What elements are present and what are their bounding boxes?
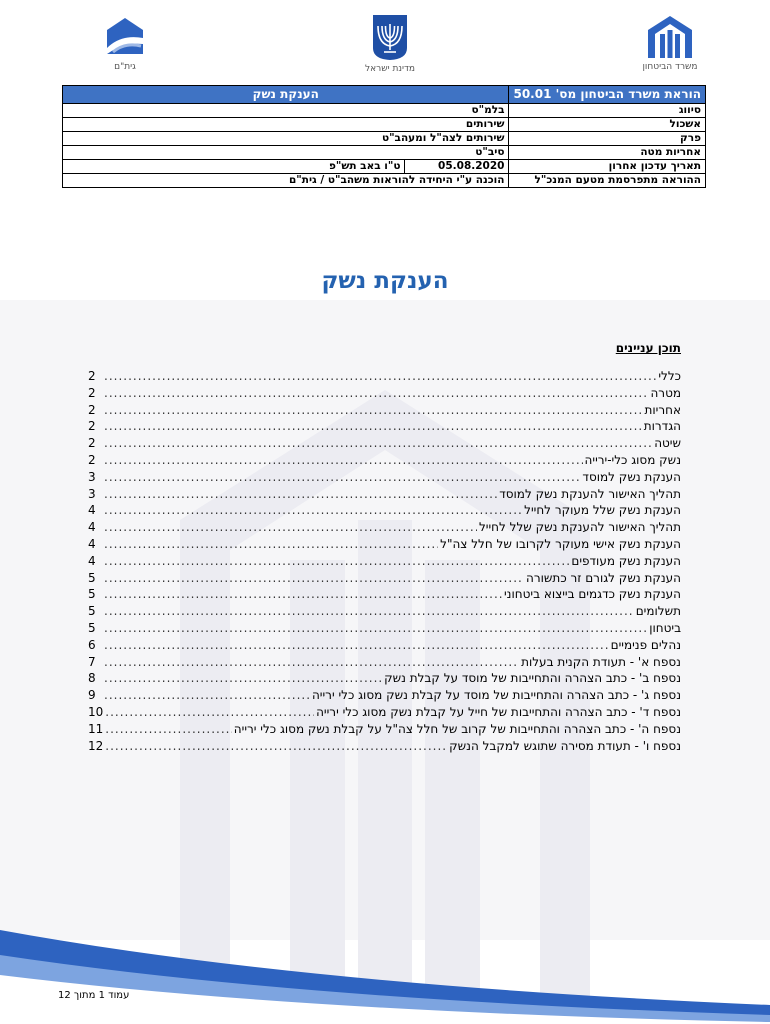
metadata-label: תאריך עדכון אחרון xyxy=(509,160,706,174)
toc-entry-title: שיטה xyxy=(654,436,681,451)
metadata-label: פרק xyxy=(509,132,706,146)
toc-dot-leader xyxy=(104,671,382,685)
toc-entry-title: נספח ד' - כתב הצהרה והתחייבות של חייל על קבלת נשק מסוג כלי ירייה xyxy=(316,704,681,719)
metadata-value: שירותים xyxy=(63,118,509,132)
table-of-contents xyxy=(88,369,681,755)
toc-entry[interactable] xyxy=(88,470,681,487)
toc-page-number: 11 xyxy=(88,721,104,736)
gitam-logo xyxy=(90,12,160,72)
toc-entry[interactable] xyxy=(88,587,681,604)
toc-entry[interactable] xyxy=(88,638,681,655)
directive-metadata-table xyxy=(62,85,706,188)
toc-dot-leader xyxy=(104,436,652,450)
toc-entry-title: הענקת נשק לגורם זר כתשורה xyxy=(526,570,681,585)
toc-entry[interactable] xyxy=(88,554,681,571)
toc-dot-leader xyxy=(104,386,648,400)
toc-entry-title: נהלים פנימיים xyxy=(610,637,681,652)
toc-page-number: 4 xyxy=(88,553,96,568)
toc-dot-leader xyxy=(104,520,477,534)
toc-page-number: 5 xyxy=(88,604,96,619)
toc-page-number: 5 xyxy=(88,620,96,635)
toc-dot-leader xyxy=(104,638,609,652)
toc-entry[interactable] xyxy=(88,621,681,638)
toc-page-number: 2 xyxy=(88,452,96,467)
toc-page-number: 2 xyxy=(88,436,96,451)
mod-caption: משרד הביטחון xyxy=(642,62,698,72)
gitam-emblem-icon xyxy=(101,12,149,60)
toc-dot-leader xyxy=(104,621,647,635)
toc-entry-title: נספח ו' - תעודת מסירה שתוגש למקבל הנשק xyxy=(449,738,681,753)
toc-page-number: 9 xyxy=(88,688,96,703)
metadata-label: אשכול xyxy=(509,118,706,132)
toc-entry-title: תהליך האישור להענקת נשק למוסד xyxy=(499,486,681,501)
toc-entry-title: הענקת נשק שלל מעוקר לחייל xyxy=(524,503,681,518)
toc-page-number: 3 xyxy=(88,469,96,484)
toc-dot-leader xyxy=(104,571,524,585)
metadata-row xyxy=(63,118,706,132)
toc-entry[interactable] xyxy=(88,571,681,588)
toc-entry[interactable] xyxy=(88,453,681,470)
state-emblem-logo xyxy=(355,12,425,74)
toc-page-number: 2 xyxy=(88,419,96,434)
toc-entry[interactable] xyxy=(88,386,681,403)
toc-dot-leader xyxy=(105,722,232,736)
toc-entry-title: מטרה xyxy=(650,385,681,400)
toc-entry[interactable] xyxy=(88,655,681,672)
toc-entry-title: נספח א' - תעודת הקנית בעלות xyxy=(521,654,681,669)
toc-entry-title: תהליך האישור להענקת נשק שלל לחייל xyxy=(478,520,681,535)
metadata-row xyxy=(63,160,706,174)
toc-page-number: 2 xyxy=(88,402,96,417)
toc-page-number: 8 xyxy=(88,671,96,686)
toc-page-number: 2 xyxy=(88,385,96,400)
toc-dot-leader xyxy=(104,487,497,501)
metadata-row xyxy=(63,174,706,188)
toc-entry[interactable] xyxy=(88,487,681,504)
metadata-row xyxy=(63,132,706,146)
toc-dot-leader xyxy=(104,587,502,601)
toc-dot-leader xyxy=(104,403,643,417)
toc-entry-title: הענקת נשק אישי מעוקר לקרובו של חלל צה"ל xyxy=(440,536,681,551)
metadata-value: 05.08.2020 xyxy=(405,160,509,174)
metadata-value: הוכנה ע"י היחידה להוראות משהב"ט / גית"ם xyxy=(63,174,509,188)
menorah-emblem-icon xyxy=(370,12,410,62)
toc-dot-leader xyxy=(104,419,642,433)
toc-entry[interactable] xyxy=(88,503,681,520)
metadata-header-row xyxy=(63,86,706,104)
toc-entry[interactable] xyxy=(88,369,681,386)
toc-entry-title: הענקת נשק כדגמים בייצוא ביטחוני xyxy=(504,587,681,602)
toc-entry[interactable] xyxy=(88,419,681,436)
state-caption: מדינת ישראל xyxy=(364,64,416,74)
toc-page-number: 4 xyxy=(88,503,96,518)
toc-entry[interactable] xyxy=(88,537,681,554)
toc-dot-leader xyxy=(104,537,438,551)
metadata-value-hebrew-date: ט"ו באב תש"פ xyxy=(63,160,405,174)
toc-entry-title: הענקת נשק למוסד xyxy=(582,469,681,484)
toc-page-number: 5 xyxy=(88,587,96,602)
toc-dot-leader xyxy=(105,705,314,719)
toc-page-number: 3 xyxy=(88,486,96,501)
toc-entry-title: נספח ב' - כתב הצהרה והתחייבות של מוסד על קבלת נשק xyxy=(384,671,681,686)
metadata-label: סיווג xyxy=(509,104,706,118)
toc-page-number: 7 xyxy=(88,654,96,669)
toc-dot-leader xyxy=(104,604,634,618)
toc-entry-title: נספח ה' - כתב הצהרה והתחייבות של קרוב של חלל צה"ל על קבלת נשק מסוג כלי ירייה xyxy=(233,721,681,736)
metadata-value: בלמ"ס xyxy=(63,104,509,118)
toc-dot-leader xyxy=(104,470,580,484)
toc-page-number: 5 xyxy=(88,570,96,585)
metadata-row xyxy=(63,146,706,160)
toc-page-number: 10 xyxy=(88,704,104,719)
toc-entry-title: תשלומים xyxy=(635,604,681,619)
toc-dot-leader xyxy=(104,369,656,383)
toc-page-number: 2 xyxy=(88,369,96,383)
toc-entry-title: ביטחון xyxy=(649,620,681,635)
document-title: הענקת נשק xyxy=(321,268,449,294)
mod-logo xyxy=(630,12,710,72)
toc-page-number: 4 xyxy=(88,520,96,535)
toc-entry[interactable] xyxy=(88,520,681,537)
toc-page-number: 4 xyxy=(88,536,96,551)
toc-entry[interactable] xyxy=(88,739,681,756)
gitam-caption: גית"ם xyxy=(114,62,136,72)
toc-entry[interactable] xyxy=(88,436,681,453)
toc-entry[interactable] xyxy=(88,403,681,420)
toc-entry[interactable] xyxy=(88,722,681,739)
metadata-value: שירותים לצה"ל ומעהב"ט xyxy=(63,132,509,146)
toc-entry[interactable] xyxy=(88,604,681,621)
toc-dot-leader xyxy=(104,453,583,467)
toc-entry-title: אחריות xyxy=(644,402,681,417)
toc-dot-leader xyxy=(104,688,310,702)
page-number: עמוד 1 מתוך 12 xyxy=(58,990,130,1001)
toc-entry[interactable] xyxy=(88,688,681,705)
toc-entry[interactable] xyxy=(88,671,681,688)
toc-dot-leader xyxy=(104,655,519,669)
metadata-value: סיב"ט xyxy=(63,146,509,160)
toc-dot-leader xyxy=(104,554,569,568)
directive-number: הוראת משרד הביטחון מס' 50.01 xyxy=(509,86,706,104)
toc-entry-title: הגדרות xyxy=(643,419,681,434)
toc-dot-leader xyxy=(105,739,447,753)
directive-subject: הענקת נשק xyxy=(63,86,509,104)
metadata-row xyxy=(63,104,706,118)
metadata-label: אחריות מטה xyxy=(509,146,706,160)
toc-entry-title: נספח ג' - כתב הצהרה והתחייבות של מוסד על קבלת נשק מסוג כלי ירייה xyxy=(311,688,681,703)
toc-page-number: 12 xyxy=(88,738,104,753)
toc-entry-title: נשק מסוג כלי-ירייה xyxy=(584,452,681,467)
toc-page-number: 6 xyxy=(88,637,96,652)
toc-entry-title: הענקת נשק מעודפים xyxy=(571,553,681,568)
mod-emblem-icon xyxy=(645,12,695,60)
toc-heading: תוכן עניינים xyxy=(615,341,681,355)
toc-entry[interactable] xyxy=(88,705,681,722)
toc-dot-leader xyxy=(104,503,522,517)
toc-entry-title: כללי xyxy=(658,369,681,383)
metadata-label: ההוראה מתפרסמת מטעם המנכ"ל xyxy=(509,174,706,188)
